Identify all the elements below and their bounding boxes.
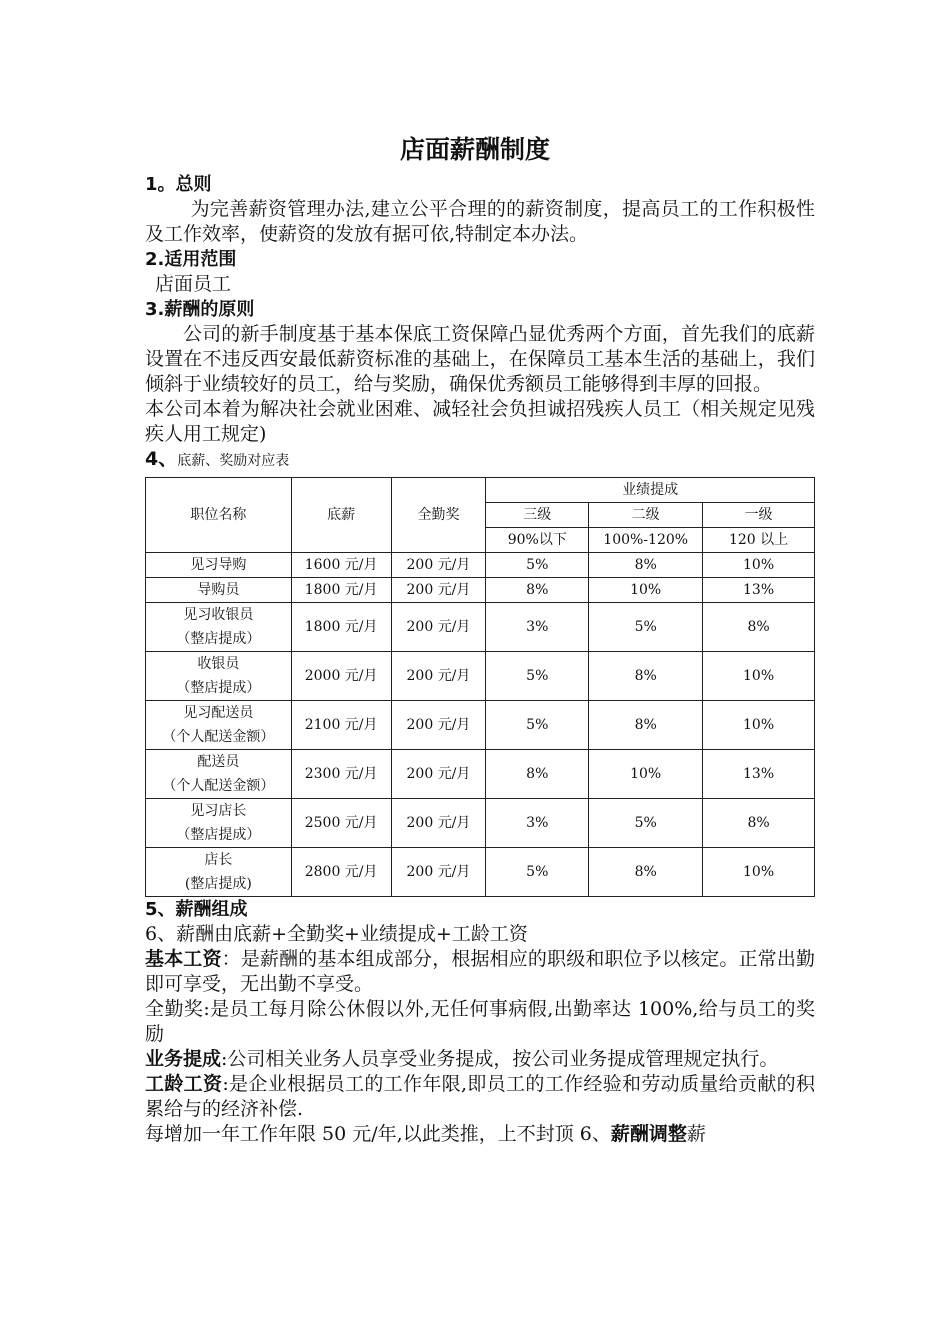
row-base-salary: 1600 元/月 bbox=[291, 553, 391, 578]
section-5-heading: 5、薪酬组成 bbox=[145, 899, 248, 920]
section-2-body: 店面员工 bbox=[155, 273, 232, 295]
row-level-3: 3% bbox=[486, 603, 589, 652]
row-attendance-bonus: 200 元/月 bbox=[391, 848, 486, 897]
section-3-paragraph-2: 本公司本着为解决社会就业困难、减轻社会负担诚招残疾人员工（相关规定见残疾人用工规定) bbox=[145, 398, 815, 445]
row-position bbox=[146, 603, 292, 652]
row-level-1: 8% bbox=[703, 603, 815, 652]
salary-table bbox=[145, 477, 815, 897]
row-level-3: 8% bbox=[486, 578, 589, 603]
row-position-name: 见习配送员 bbox=[183, 705, 254, 721]
table-row bbox=[146, 578, 815, 603]
document-page bbox=[145, 130, 815, 1147]
row-level-3: 5% bbox=[486, 848, 589, 897]
header-range-1: 120 以上 bbox=[703, 528, 815, 553]
row-position: 见习导购 bbox=[146, 553, 292, 578]
section-1-heading: 1。总则 bbox=[145, 174, 212, 195]
row-level-2: 5% bbox=[589, 799, 703, 848]
row-level-1: 8% bbox=[703, 799, 815, 848]
header-position: 职位名称 bbox=[146, 478, 292, 553]
header-commission: 业绩提成 bbox=[486, 478, 815, 503]
row-attendance-bonus: 200 元/月 bbox=[391, 750, 486, 799]
row-position-note: （整店提成） bbox=[176, 827, 261, 843]
section-1-body: 为完善薪资管理办法,建立公平合理的的薪资制度，提高员工的工作积极性及工作效率，使薪资的发放有据可依,特制定本办法。 bbox=[145, 198, 815, 245]
row-level-1: 10% bbox=[703, 701, 815, 750]
row-level-2: 8% bbox=[589, 553, 703, 578]
row-attendance-bonus: 200 元/月 bbox=[391, 799, 486, 848]
row-position-name: 见习收银员 bbox=[183, 607, 254, 623]
table-header-row bbox=[146, 478, 815, 503]
table-row bbox=[146, 799, 815, 848]
document-title: 店面薪酬制度 bbox=[399, 135, 550, 164]
row-base-salary: 1800 元/月 bbox=[291, 603, 391, 652]
row-position bbox=[146, 750, 292, 799]
seniority-pay-text: :是企业根据员工的工作年限,即员工的工作经验和劳动质量给贡献的积累给与的经济补偿. bbox=[145, 1073, 815, 1120]
row-attendance-bonus: 200 元/月 bbox=[391, 603, 486, 652]
row-level-2: 8% bbox=[589, 652, 703, 701]
header-level-1: 一级 bbox=[703, 503, 815, 528]
section-4-heading bbox=[145, 447, 815, 474]
header-level-2: 二级 bbox=[589, 503, 703, 528]
header-range-2: 100%-120% bbox=[589, 528, 703, 553]
section-4-caption: 底薪、奖励对应表 bbox=[177, 453, 290, 469]
salary-adjustment-label: 薪酬调整 bbox=[610, 1123, 687, 1145]
row-level-1: 10% bbox=[703, 652, 815, 701]
row-base-salary: 2800 元/月 bbox=[291, 848, 391, 897]
header-level-3: 三级 bbox=[486, 503, 589, 528]
row-attendance-bonus: 200 元/月 bbox=[391, 578, 486, 603]
section-6-line: 6、薪酬由底薪+全勤奖+业绩提成+工龄工资 bbox=[145, 923, 528, 945]
row-position-note: (整店提成) bbox=[184, 876, 252, 892]
row-level-2: 10% bbox=[589, 750, 703, 799]
business-commission-paragraph bbox=[145, 1047, 815, 1072]
row-level-1: 10% bbox=[703, 848, 815, 897]
section-4-number: 4、 bbox=[145, 448, 178, 470]
row-position-note: （个人配送金额） bbox=[162, 729, 275, 745]
basic-salary-text: ：是薪酬的基本组成部分，根据相应的职级和职位予以核定。正常出勤即可享受，无出勤不享受。 bbox=[145, 948, 815, 995]
last-paragraph-tail: 薪 bbox=[686, 1123, 706, 1145]
header-range-3: 90%以下 bbox=[486, 528, 589, 553]
basic-salary-label: 基本工资 bbox=[145, 948, 222, 970]
table-row bbox=[146, 553, 815, 578]
row-position: 导购员 bbox=[146, 578, 292, 603]
table-row bbox=[146, 603, 815, 652]
row-attendance-bonus: 200 元/月 bbox=[391, 652, 486, 701]
header-attendance-bonus: 全勤奖 bbox=[391, 478, 486, 553]
row-level-2: 8% bbox=[589, 701, 703, 750]
section-2-heading: 2.适用范围 bbox=[145, 249, 237, 270]
business-commission-label: 业务提成 bbox=[145, 1048, 222, 1070]
row-level-3: 8% bbox=[486, 750, 589, 799]
row-position-note: （整店提成） bbox=[176, 680, 261, 696]
row-base-salary: 2100 元/月 bbox=[291, 701, 391, 750]
section-3-heading: 3.薪酬的原则 bbox=[145, 299, 255, 320]
table-row bbox=[146, 848, 815, 897]
seniority-pay-paragraph bbox=[145, 1072, 815, 1122]
row-base-salary: 1800 元/月 bbox=[291, 578, 391, 603]
row-level-1: 13% bbox=[703, 578, 815, 603]
row-attendance-bonus: 200 元/月 bbox=[391, 701, 486, 750]
row-level-2: 5% bbox=[589, 603, 703, 652]
row-position bbox=[146, 799, 292, 848]
last-paragraph bbox=[145, 1122, 815, 1147]
table-row bbox=[146, 750, 815, 799]
row-position-note: （个人配送金额） bbox=[162, 778, 275, 794]
business-commission-text: :公司相关业务人员享受业务提成，按公司业务提成管理规定执行。 bbox=[221, 1048, 779, 1070]
row-level-2: 10% bbox=[589, 578, 703, 603]
last-paragraph-text: 每增加一年工作年限 50 元/年,以此类推，上不封顶 6、 bbox=[145, 1123, 611, 1145]
row-position-name: 收银员 bbox=[197, 656, 240, 672]
row-position-note: （整店提成） bbox=[176, 631, 261, 647]
row-base-salary: 2300 元/月 bbox=[291, 750, 391, 799]
attendance-bonus-paragraph: 全勤奖:是员工每月除公休假以外,无任何事病假,出勤率达 100%,给与员工的奖励 bbox=[145, 998, 815, 1045]
row-level-1: 13% bbox=[703, 750, 815, 799]
row-level-3: 5% bbox=[486, 553, 589, 578]
table-row bbox=[146, 652, 815, 701]
row-position bbox=[146, 701, 292, 750]
basic-salary-paragraph bbox=[145, 947, 815, 997]
row-position bbox=[146, 652, 292, 701]
row-level-1: 10% bbox=[703, 553, 815, 578]
row-attendance-bonus: 200 元/月 bbox=[391, 553, 486, 578]
row-position-name: 店长 bbox=[204, 852, 233, 868]
row-position-name: 见习店长 bbox=[190, 803, 247, 819]
row-base-salary: 2500 元/月 bbox=[291, 799, 391, 848]
row-base-salary: 2000 元/月 bbox=[291, 652, 391, 701]
table-row bbox=[146, 701, 815, 750]
row-position bbox=[146, 848, 292, 897]
header-base-salary: 底薪 bbox=[291, 478, 391, 553]
row-level-3: 5% bbox=[486, 652, 589, 701]
row-position-name: 配送员 bbox=[197, 754, 240, 770]
section-3-paragraph-1: 公司的新手制度基于基本保底工资保障凸显优秀两个方面，首先我们的底薪设置在不违反西安最低薪资标准的基础上，在保障员工基本生活的基础上，我们倾斜于业绩较好的员工，给与奖励，确保优秀额员工能够得到丰厚的回报。 bbox=[145, 323, 815, 395]
seniority-pay-label: 工龄工资 bbox=[145, 1073, 223, 1095]
row-level-2: 8% bbox=[589, 848, 703, 897]
row-level-3: 5% bbox=[486, 701, 589, 750]
row-level-3: 3% bbox=[486, 799, 589, 848]
